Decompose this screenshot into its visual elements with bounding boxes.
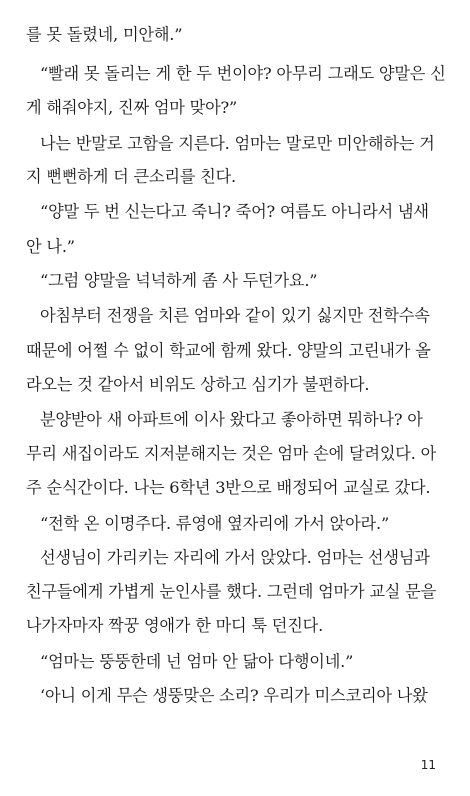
text-line: 게 해줘야지, 진짜 엄마 맞아?” — [26, 98, 238, 117]
text-line: 때문에 어쩔 수 없이 학교에 함께 왔다. 양말의 고린내가 올 — [26, 341, 431, 360]
text-line: ‘아니 이게 무슨 생뚱맞은 소리? 우리가 미스코리아 나왔 — [40, 686, 428, 705]
text-line: 아침부터 전쟁을 치른 엄마와 같이 있기 싫지만 전학수속 — [40, 306, 430, 325]
text-line: 주 순식간이다. 나는 6학년 3반으로 배정되어 교실로 갔다. — [26, 478, 431, 497]
text-line: 를 못 돌렸네, 미안해.” — [26, 25, 183, 44]
page-number: 11 — [420, 758, 436, 772]
text-line: 나가자마자 짝꿍 영애가 한 마디 툭 던진다. — [26, 616, 324, 635]
text-line: 안 나.” — [26, 237, 75, 256]
text-line: 라오는 것 같아서 비위도 상하고 심기가 불편하다. — [26, 375, 370, 394]
text-line: 친구들에게 가볍게 눈인사를 했다. 그런데 엄마가 교실 문을 — [26, 582, 437, 601]
text-line: 무리 새집이라도 지저분해지는 것은 엄마 손에 달려있다. 아 — [26, 444, 437, 463]
text-line: “양말 두 번 신는다고 죽니? 죽어? 여름도 아니라서 냄새 — [40, 202, 429, 221]
text-line: “전학 온 이명주다. 류영애 옆자리에 가서 앉아라.” — [40, 514, 390, 533]
text-line: 분양받아 새 아파트에 이사 왔다고 좋아하면 뭐하나? 아 — [40, 410, 423, 429]
text-line: “빨래 못 돌리는 게 한 두 번이야? 아무리 그래도 양말은 신 — [40, 64, 446, 83]
text-line: “엄마는 뚱뚱한데 넌 엄마 안 닮아 다행이네.” — [40, 652, 354, 671]
text-line: 지 뻔뻔하게 더 큰소리를 친다. — [26, 167, 236, 186]
text-line: “그럼 양말을 넉넉하게 좀 사 두던가요.” — [40, 271, 318, 290]
text-line: 선생님이 가리키는 자리에 가서 앉았다. 엄마는 선생님과 — [40, 548, 430, 567]
text-line: 나는 반말로 고함을 지른다. 엄마는 말로만 미안해하는 거 — [40, 134, 435, 153]
